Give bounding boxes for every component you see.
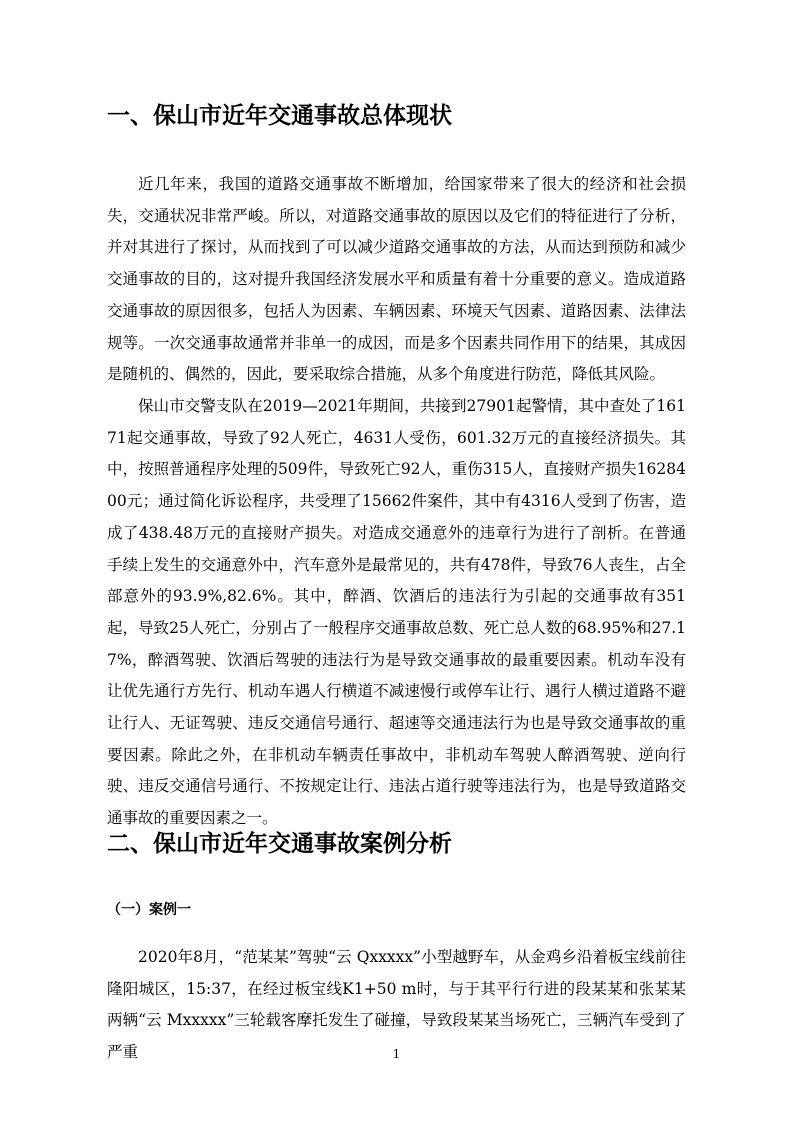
subsection1-heading: （一）案例一 <box>107 902 191 918</box>
section2-heading: 二、保山市近年交通事故案例分析 <box>107 831 452 857</box>
section1-paragraph-1: 近几年来，我国的道路交通事故不断增加，给国家带来了很大的经济和社会损失，交通状况非常严峻。所以，对道路交通事故的原因以及它们的特征进行了分析，并对其进行了探讨，从而找到了可以减少道路交通事故的方法，从而达到预防和减少交通事故的目的，这对提升我国经济发展水平和质量有着十分重要的意义。造成道路交通事故的原因很多，包括人为因素、车辆因素、环境天气因素、道路因素、法律法规等。一次交通事故通常并非单一的成因，而是多个因素共同作用下的结果，其成因是随机的、偶然的，因此，要采取综合措施，从多个角度进行防范，降低其风险。 <box>107 175 686 384</box>
section1-heading: 一、保山市近年交通事故总体现状 <box>107 103 452 129</box>
section1-paragraph-2: 保山市交警支队在2019—2021年期间，共接到27901起警情，其中查处了16171起交通事故，导致了92人死亡，4631人受伤，601.32万元的直接经济损失。其中，按照普通程序处理的509件，导致死亡92人，重伤315人，直接财产损失1628400元；通过简化诉讼程序，共受理了15662件案件，其中有4316人受到了伤害，造成了438.48万元的直接财产损失。对造成交通意外的违章行为进行了剖析。在普通手续上发生的交通意外中，汽车意外是最常见的，共有478件，导致76人丧生，占全部意外的93.9%,82.6%。其中，醉酒、饮酒后的违法行为引起的交通事故有351起，导致25人死亡，分别占了一般程序交通事故总数、死亡总人数的68.95%和27.17%，醉酒驾驶、饮酒后驾驶的违法行为是导致交通事故的最重要因素。机动车没有让优先通行方先行、机动车遇人行横道不减速慢行或停车让行、遇行人横过道路不避让行人、无证驾驶、违反交通信号通行、超速等交通违法行为也是导致交通事故的重要因素。除此之外，在非机动车辆责任事故中，非机动车驾驶人醉酒驾驶、逆向行驶、违反交通信号通行、不按规定让行、违法占道行驶等违法行为，也是导致道路交通事故的重要因素之一。 <box>107 397 686 828</box>
subsection1-paragraph: 2020年8月，“范某某”驾驶“云 Qxxxxx”小型越野车，从金鸡乡沿着板宝线前往隆阳城区，15:37，在经过板宝线K1+50 m时，与于其平行行进的段某某和张某某两辆“云 Mxxxxx”三轮载客摩托发生了碰撞，导致段某某当场死亡，三辆汽车受到了严重 <box>107 948 686 1062</box>
page-number: 1 <box>392 1047 401 1061</box>
